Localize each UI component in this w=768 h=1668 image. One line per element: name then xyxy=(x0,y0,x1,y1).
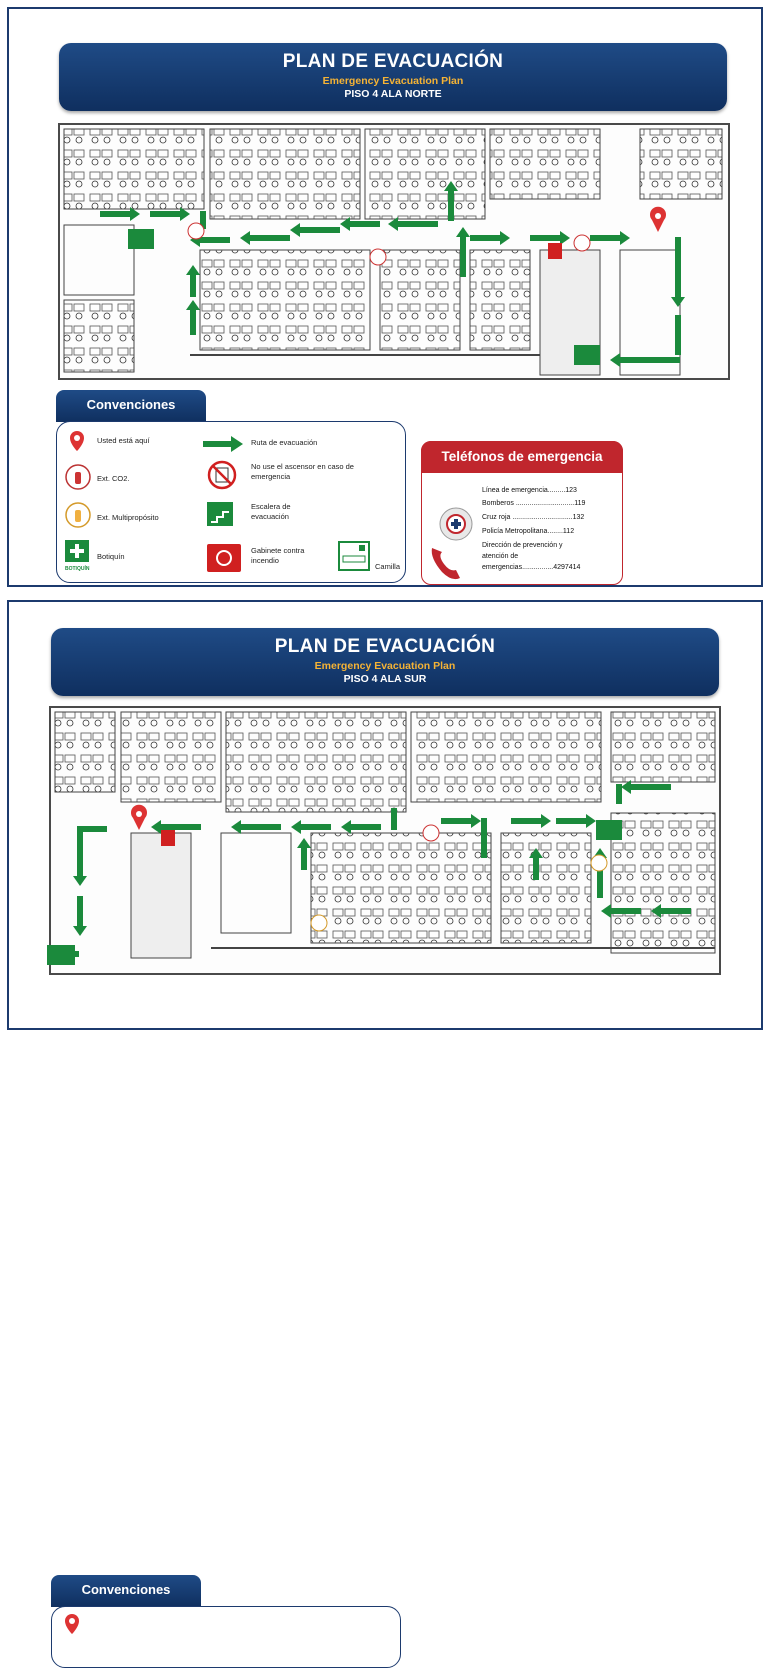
no-elevator-icon xyxy=(207,460,237,490)
legend-stretcher-label: Camilla xyxy=(375,562,401,571)
extinguisher-marker xyxy=(591,855,607,871)
legend-multi-label: Ext. Multipropósito xyxy=(97,513,159,522)
legend-here-label: Usted está aquí xyxy=(97,436,150,445)
legend-tab: Convenciones xyxy=(51,1575,201,1607)
evacuation-plan-south xyxy=(7,600,763,1597)
legend-route-label: Ruta de evacuación xyxy=(251,438,318,447)
legend-elevator-label: No use el ascensor en caso de emergencia xyxy=(251,462,354,481)
plan-title: PLAN DE EVACUACIÓN xyxy=(282,51,504,72)
phones-title: Teléfonos de emergencia xyxy=(421,441,623,473)
plan-subtitle: Emergency Evacuation Plan xyxy=(322,75,464,87)
floor-plan-map xyxy=(49,706,721,975)
evacuation-plan-north xyxy=(7,7,763,587)
legend-co2-label: Ext. CO2. xyxy=(97,474,130,483)
plan-title: PLAN DE EVACUACIÓN xyxy=(274,636,496,657)
phone-line: atención de xyxy=(482,553,519,560)
fire-cabinet xyxy=(548,243,562,259)
phone-line: Dirección de prevención y xyxy=(482,542,563,549)
legend-tab: Convenciones xyxy=(56,390,206,422)
legend-cabinet-label: Gabinete contra incendio xyxy=(251,546,305,565)
phone-line: Bomberos ..............................119 xyxy=(482,500,586,507)
stairs-sign xyxy=(596,820,622,840)
plan-subtitle: Emergency Evacuation Plan xyxy=(314,660,456,672)
phone-icon xyxy=(426,504,478,582)
extinguisher-marker xyxy=(370,249,386,265)
plan-floor: PISO 4 ALA NORTE xyxy=(344,88,442,100)
emergency-stairs-icon xyxy=(207,502,233,526)
extinguisher-marker xyxy=(574,235,590,251)
legend-box xyxy=(51,1606,401,1668)
plan-header xyxy=(51,628,719,696)
fire-cabinet-icon xyxy=(207,544,241,572)
co2-extinguisher-icon xyxy=(65,464,91,490)
fire-cabinet xyxy=(161,830,175,846)
stairs-sign xyxy=(47,945,75,965)
extinguisher-marker xyxy=(188,223,204,239)
you-are-here-marker xyxy=(650,207,666,232)
plan-floor: PISO 4 ALA SUR xyxy=(343,673,427,685)
phone-line: Policía Metropolitana........112 xyxy=(482,528,575,535)
legend-stairs-label: Escalera de evacuación xyxy=(251,502,291,521)
you-are-here-marker xyxy=(131,805,147,830)
phone-line: emergencias................4297414 xyxy=(482,564,581,571)
evacuation-route-icon xyxy=(203,436,243,452)
legend-firstaid-tag: BOTIQUÍN xyxy=(65,566,90,572)
extinguisher-marker xyxy=(311,915,327,931)
emergency-phones-box xyxy=(421,441,623,585)
extinguisher-marker xyxy=(423,825,439,841)
stretcher-icon xyxy=(339,542,369,570)
phone-line: Línea de emergencia.........123 xyxy=(482,487,577,494)
legend-firstaid-label: Botiquín xyxy=(97,552,125,561)
stairs-sign xyxy=(128,229,154,249)
you-are-here-icon xyxy=(69,430,85,452)
stairs-sign xyxy=(574,345,600,365)
multipurpose-extinguisher-icon xyxy=(65,502,91,528)
plan-header xyxy=(59,43,727,111)
floor-plan-map xyxy=(58,123,730,380)
you-are-here-icon xyxy=(64,1613,80,1635)
phone-line: Cruz roja ...............................132 xyxy=(482,514,585,521)
floor-plan-drawing xyxy=(60,125,728,378)
floor-plan-drawing xyxy=(51,708,719,973)
legend-box xyxy=(56,421,406,583)
